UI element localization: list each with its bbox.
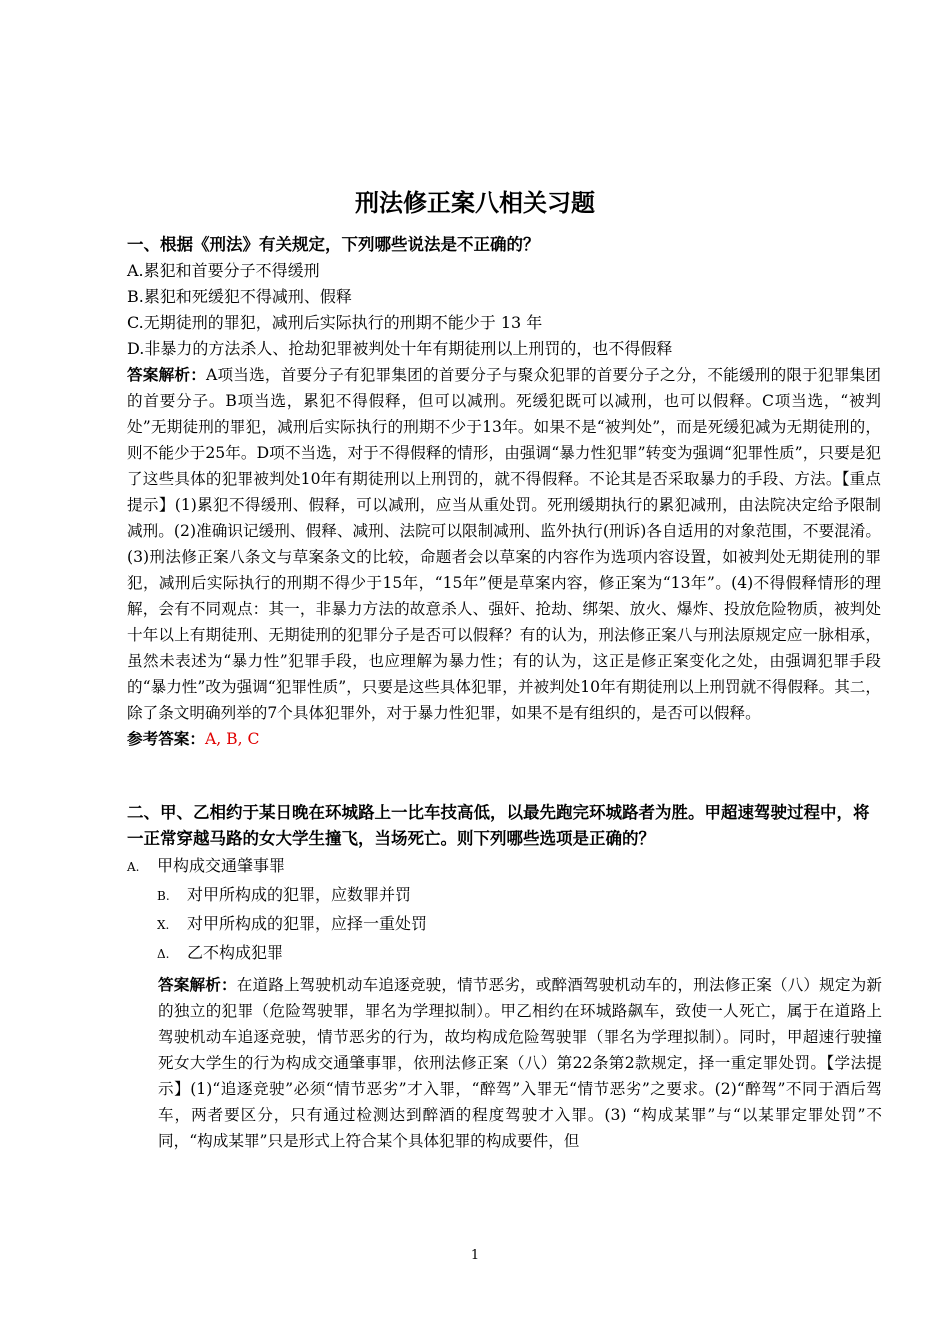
question-2-analysis	[158, 972, 882, 1154]
question-2-option-a	[127, 852, 881, 881]
option-letter: X.	[157, 918, 170, 932]
document-title: 刑法修正案八相关习题	[355, 189, 595, 217]
option-text: 甲构成交通肇事罪	[157, 856, 286, 875]
question-1	[127, 232, 881, 752]
question-1-heading: 一、根据《刑法》有关规定，下列哪些说法是不正确的？	[127, 235, 540, 254]
question-1-option-d: D.非暴力的方法杀人、抢劫犯罪被判处十年有期徒刑以上刑罚的，也不得假释	[127, 339, 673, 358]
option-letter: B.	[157, 889, 170, 903]
answer-label: 参考答案：	[127, 730, 205, 748]
question-2-analysis-block	[158, 972, 882, 1154]
option-text: 对甲所构成的犯罪，应数罪并罚	[187, 885, 412, 904]
question-2-option-b	[127, 881, 881, 910]
question-1-option-b: B.累犯和死缓犯不得减刑、假释	[127, 287, 352, 306]
question-1-option-c: C.无期徒刑的罪犯，减刑后实际执行的刑期不能少于 13 年	[127, 313, 543, 332]
question-1-analysis	[127, 362, 881, 726]
question-2-heading: 二、甲、乙相约于某日晚在环城路上一比车技高低，以最先跑完环城路者为胜。甲超速驾驶过程中，将一正常穿越马路的女大学生撞飞，当场死亡。则下列哪些选项是正确的？	[127, 803, 870, 848]
question-2	[127, 800, 881, 968]
question-1-answer	[127, 726, 881, 752]
analysis-label: 答案解析：	[158, 976, 237, 994]
option-letter: A.	[127, 860, 140, 874]
analysis-text: 在道路上驾驶机动车追逐竞驶，情节恶劣，或醉酒驾驶机动车的，刑法修正案（八）规定为新的独立的犯罪（危险驾驶罪，罪名为学理拟制）。甲乙相约在环城路飙车，致使一人死亡，属于在道路上驾驶机动车追逐竞驶，情节恶劣的行为，故均构成危险驾驶罪（罪名为学理拟制）。同时，甲超速行驶撞死女大学生的行为构成交通肇事罪，依刑法修正案（八）第22条第2款规定，择一重定罪处罚。【学法提示】(1)“追逐竞驶”必须“情节恶劣”才入罪，“醉驾”入罪无“情节恶劣”之要求。(2)“醉驾”不同于酒后驾车，两者要区分，只有通过检测达到醉酒的程度驾驶才入罪。(3) “构成某罪”与“以某罪定罪处罚”不同，“构成某罪”只是形式上符合某个具体犯罪的构成要件，但	[158, 976, 882, 1150]
question-2-option-d	[127, 939, 881, 968]
question-2-option-c	[127, 910, 881, 939]
analysis-label: 答案解析：	[127, 366, 207, 384]
question-1-option-a: A.累犯和首要分子不得缓刑	[127, 261, 320, 280]
option-letter: Δ.	[157, 947, 170, 961]
option-text: 对甲所构成的犯罪，应择一重处罚	[187, 914, 428, 933]
option-text: 乙不构成犯罪	[187, 943, 284, 962]
analysis-text: A项当选，首要分子有犯罪集团的首要分子与聚众犯罪的首要分子之分，不能缓刑的限于犯罪集团的首要分子。B项当选，累犯不得假释，但可以减刑。死缓犯既可以减刑，也可以假释。C项当选，“被判处”无期徒刑的罪犯，减刑后实际执行的刑期不少于13年。如果不是“被判处”，而是死缓犯减为无期徒刑的，则不能少于25年。D项不当选，对于不得假释的情形，由强调“暴力性犯罪”转变为强调“犯罪性质”，只要是犯了这些具体的犯罪被判处10年有期徒刑以上刑罚的，就不得假释。不论其是否采取暴力的手段、方法。【重点提示】(1)累犯不得缓刑、假释，可以减刑，应当从重处罚。死刑缓期执行的累犯减刑，由法院决定给予限制减刑。(2)准确识记缓刑、假释、减刑、法院可以限制减刑、监外执行(刑诉)各自适用的对象范围，不要混淆。(3)刑法修正案八条文与草案条文的比较，命题者会以草案的内容作为选项内容设置，如被判处无期徒刑的罪犯，减刑后实际执行的刑期不得少于15年，“15年”便是草案内容，修正案为“13年”。(4)不得假释情形的理解，会有不同观点：其一，非暴力方法的故意杀人、强奸、抢劫、绑架、放火、爆炸、投放危险物质，被判处十年以上有期徒刑、无期徒刑的犯罪分子是否可以假释？有的认为，刑法修正案八与刑法原规定应一脉相承，虽然未表述为“暴力性”犯罪手段，也应理解为暴力性；有的认为，这正是修正案变化之处，由强调犯罪手段的“暴力性”改为强调“犯罪性质”，只要是这些具体犯罪，并被判处10年有期徒刑以上刑罚就不得假释。其二，除了条文明确列举的7个具体犯罪外，对于暴力性犯罪，如果不是有组织的，是否可以假释。	[127, 366, 881, 722]
answer-value: A, B, C	[204, 730, 260, 748]
page-number: 1	[470, 1248, 480, 1263]
